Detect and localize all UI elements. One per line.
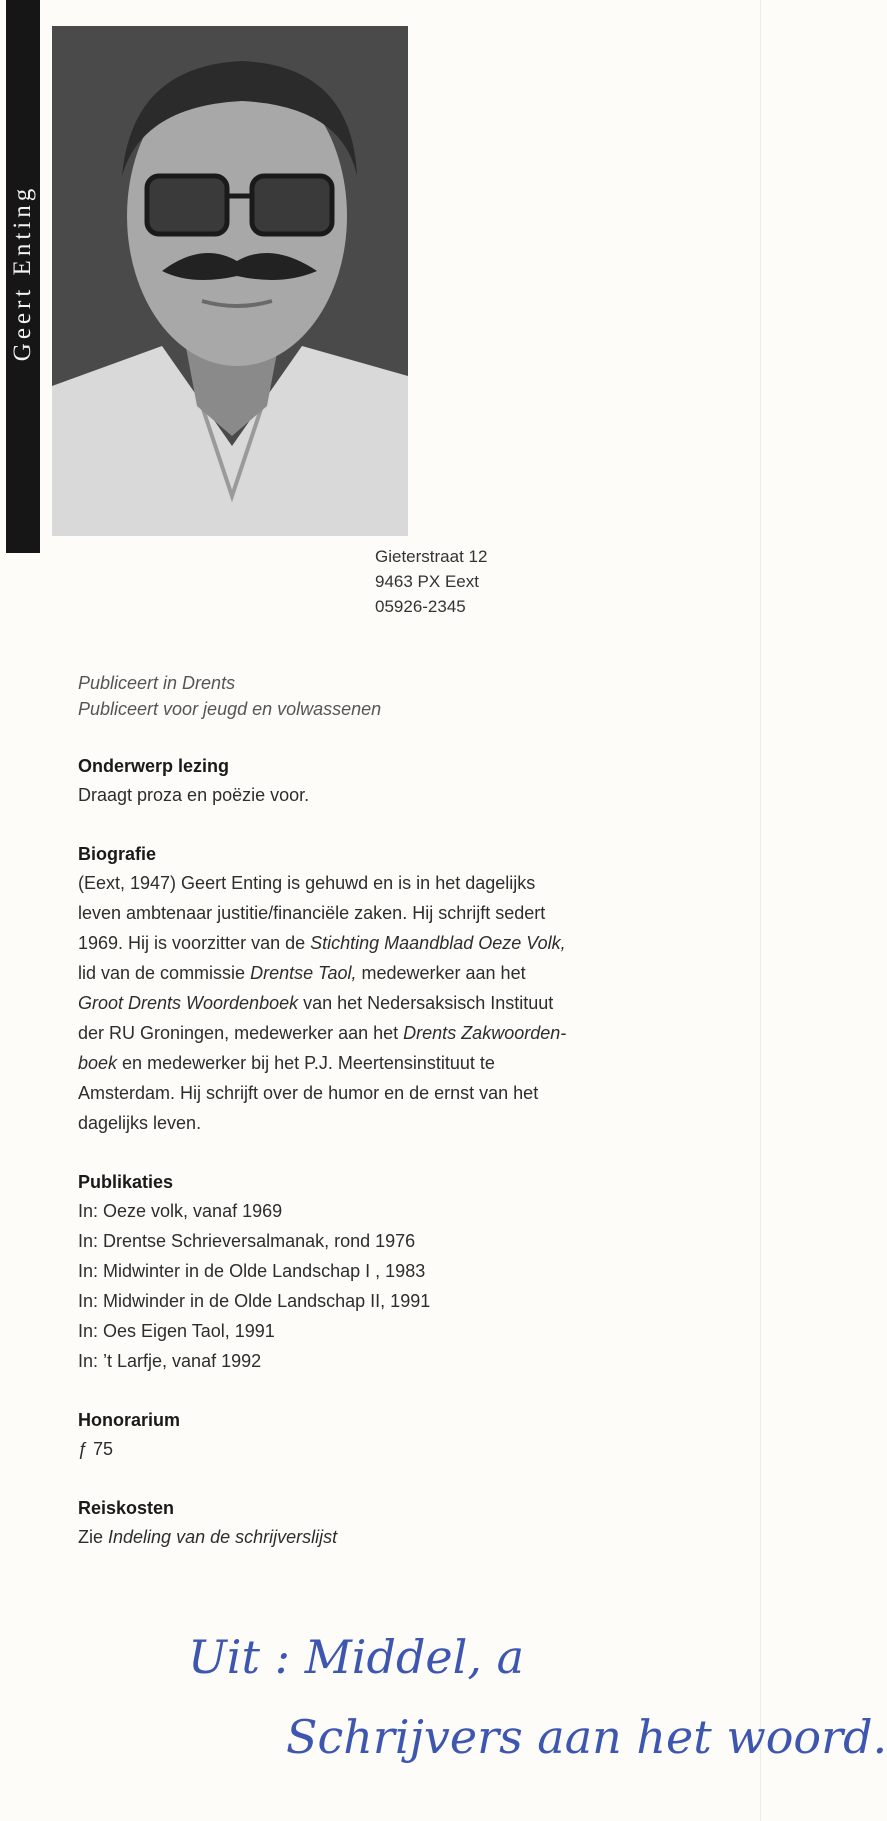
bio-line: dagelijks leven. (78, 1113, 202, 1133)
list-item: In: Oeze volk, vanaf 1969 (78, 1201, 283, 1221)
biografie-title: Biografie (78, 844, 157, 864)
publikaties-list (78, 1196, 698, 1376)
bio-line: lid van de commissie Drentse Taol, medewerker aan het (78, 963, 526, 983)
portrait-photo (52, 26, 408, 536)
bio-line: Amsterdam. Hij schrijft over de humor en de ernst van het (78, 1083, 539, 1103)
publishes-language: Publiceert in Drents (78, 673, 236, 693)
biografie-text (78, 868, 698, 1138)
honorarium-amount: ƒ 75 (78, 1439, 114, 1459)
bio-line: boek en medewerker bij het P.J. Meertensinstituut te (78, 1053, 495, 1073)
bio-line: leven ambtenaar justitie/financiële zaken. Hij schrijft sedert (78, 903, 546, 923)
address-postcode-city: 9463 PX Eext (375, 572, 479, 591)
handwritten-note-line1: Uit : Middel, a (188, 1630, 525, 1684)
address-block (375, 544, 487, 619)
bio-line: der RU Groningen, medewerker aan het Drents Zakwoorden- (78, 1023, 567, 1043)
reiskosten-reference: Indeling van de schrijverslijst (108, 1527, 338, 1547)
list-item: In: Midwinder in de Olde Landschap II, 1991 (78, 1291, 431, 1311)
reiskosten-title: Reiskosten (78, 1498, 175, 1518)
address-phone: 05926-2345 (375, 597, 466, 616)
page-edge-line (760, 0, 761, 1821)
lezing-title: Onderwerp lezing (78, 756, 230, 776)
publikaties-title: Publikaties (78, 1172, 174, 1192)
lezing-text: Draagt proza en poëzie voor. (78, 785, 310, 805)
publishes-audience: Publiceert voor jeugd en volwassenen (78, 699, 382, 719)
honorarium-title: Honorarium (78, 1410, 181, 1430)
bio-line: Groot Drents Woordenboek van het Nedersaksisch Instituut (78, 993, 554, 1013)
reiskosten-text: Zie Indeling van de schrijverslijst (78, 1527, 338, 1547)
side-title: Geert Enting (9, 184, 36, 362)
bio-line: 1969. Hij is voorzitter van de Stichting Maandblad Oeze Volk, (78, 933, 566, 953)
portrait-illustration (52, 26, 408, 536)
list-item: In: Midwinter in de Olde Landschap I , 1983 (78, 1261, 426, 1281)
handwritten-note-line2: Schrijvers aan het woord. (286, 1710, 887, 1764)
bio-line: (Eext, 1947) Geert Enting is gehuwd en is in het dagelijks (78, 873, 536, 893)
list-item: In: ’t Larfje, vanaf 1992 (78, 1351, 262, 1371)
list-item: In: Oes Eigen Taol, 1991 (78, 1321, 275, 1341)
main-content (78, 670, 698, 1552)
list-item: In: Drentse Schrieversalmanak, rond 1976 (78, 1231, 416, 1251)
address-street: Gieterstraat 12 (375, 547, 488, 566)
